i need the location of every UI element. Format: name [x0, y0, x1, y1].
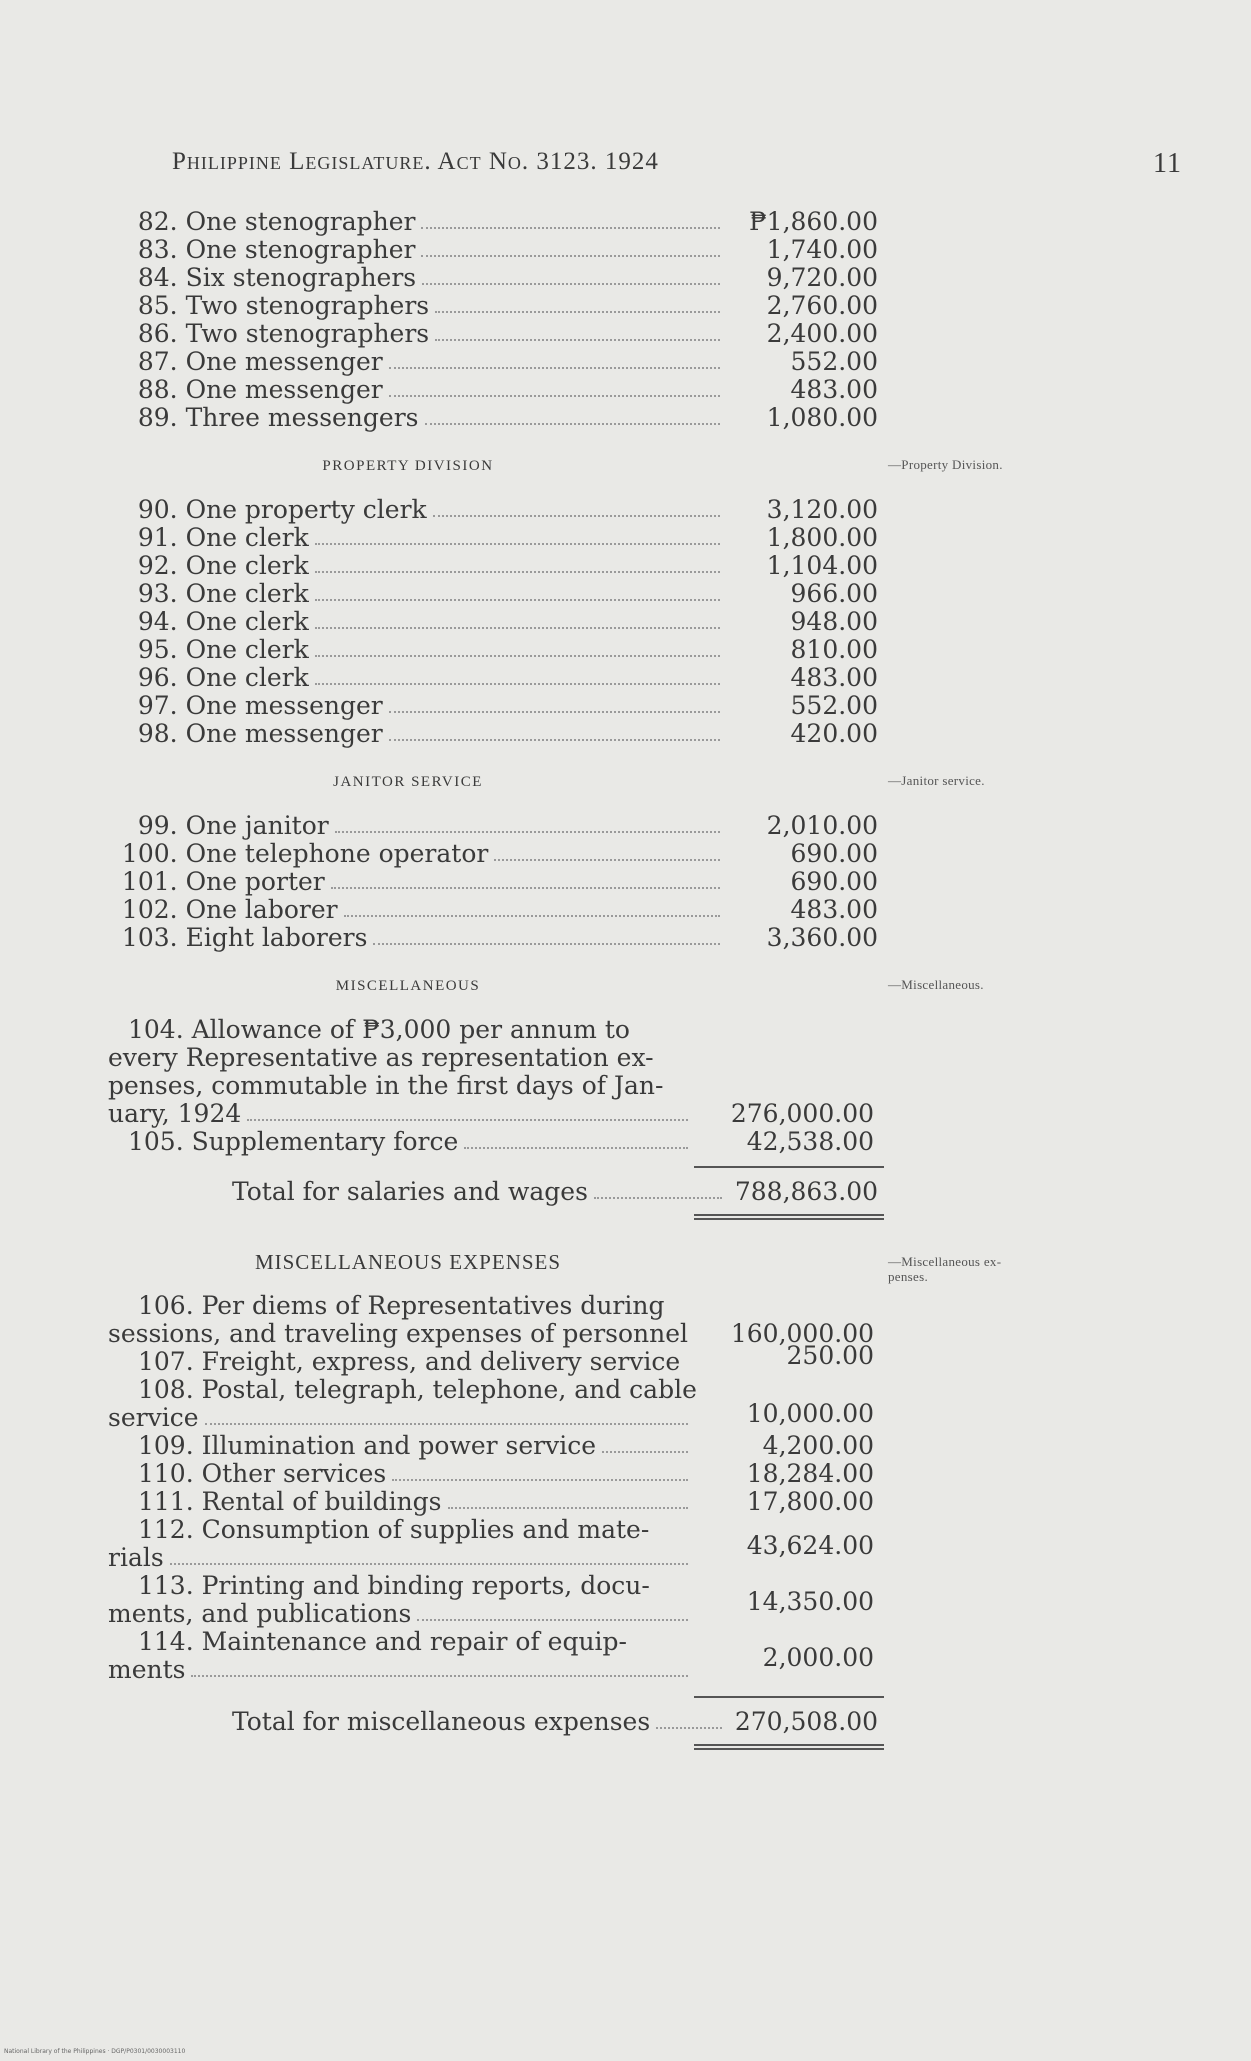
page-number: 11 — [1153, 148, 1182, 179]
item-label-text: One messenger — [185, 375, 383, 404]
item-label-text: Two stenographers — [185, 319, 430, 348]
item-label-text: Eight laborers — [185, 923, 368, 952]
text-line: 108. Postal, telegraph, telephone, and cable — [138, 1375, 697, 1404]
dot-leader — [315, 655, 720, 657]
item-113 — [108, 1572, 888, 1628]
text-line: 104. Allowance of ₱3,000 per annum to — [128, 1015, 630, 1044]
dot-leader — [315, 571, 720, 573]
list-item — [108, 608, 888, 636]
item-label-text: One messenger — [185, 691, 383, 720]
item-number: 83. — [137, 235, 178, 264]
heading-text: JANITOR SERVICE — [333, 774, 483, 790]
item-label — [186, 404, 727, 432]
item-label-text: Two stenographers — [185, 291, 430, 320]
text-line: 114. Maintenance and repair of equip- — [138, 1627, 628, 1656]
list-item — [108, 376, 888, 404]
item-label — [186, 496, 727, 524]
dot-leader — [464, 1147, 688, 1149]
list-item — [108, 348, 888, 376]
dot-leader — [389, 711, 721, 713]
margin-note-misc-expenses — [888, 1254, 1098, 1284]
item-106 — [108, 1292, 888, 1348]
item-label-text: One stenographer — [185, 235, 416, 264]
item-label — [186, 840, 727, 868]
item-number: 87. — [137, 347, 178, 376]
dot-leader — [494, 859, 720, 861]
item-number: 82. — [137, 207, 178, 236]
item-109 — [108, 1432, 888, 1460]
item-number: 94. — [137, 607, 178, 636]
item-amount: 966.00 — [790, 579, 878, 608]
text-line: ments, and publications — [108, 1599, 412, 1628]
text-line: 110. Other services — [138, 1459, 387, 1488]
item-label — [186, 924, 727, 952]
margin-note-janitor: —Janitor service. — [888, 773, 985, 788]
item-amount: ₱1,860.00 — [749, 207, 878, 236]
item-label-text: One clerk — [185, 663, 309, 692]
item-label — [186, 692, 727, 720]
item-label-text: One porter — [185, 867, 325, 896]
dot-leader — [315, 627, 720, 629]
item-105-amount: 42,538.00 — [746, 1127, 874, 1156]
heading-text: MISCELLANEOUS EXPENSES — [254, 1250, 562, 1274]
item-number: 84. — [137, 263, 178, 292]
item-number: 90. — [137, 495, 178, 524]
item-number: 91. — [137, 523, 178, 552]
item-112 — [108, 1516, 888, 1572]
item-label — [186, 552, 727, 580]
item-label — [186, 896, 727, 924]
section-heading-misc — [108, 966, 984, 1006]
item-110 — [108, 1460, 888, 1488]
item-amount: 483.00 — [790, 375, 878, 404]
item-amount: 690.00 — [790, 867, 878, 896]
margin-note-line: —Miscellaneous ex- — [888, 1254, 1002, 1269]
list-item — [108, 552, 888, 580]
list-item — [108, 236, 888, 264]
dot-leader — [389, 739, 721, 741]
item-label-text: One janitor — [185, 811, 329, 840]
item-amount: 1,800.00 — [766, 523, 878, 552]
dot-leader — [602, 1451, 688, 1453]
dot-leader — [433, 515, 721, 517]
item-108 — [108, 1376, 888, 1432]
dot-leader — [344, 915, 721, 917]
item-label-text: One messenger — [185, 719, 383, 748]
margin-note-property: —Property Division. — [888, 457, 1003, 472]
item-number: 97. — [137, 691, 178, 720]
item-number: 100. — [121, 839, 178, 868]
item-label — [186, 636, 727, 664]
item-label — [186, 208, 727, 236]
item-amount: 483.00 — [790, 663, 878, 692]
item-label — [186, 720, 727, 748]
list-item — [108, 208, 888, 236]
total-double-rule — [694, 1744, 884, 1750]
section-heading-misc-expenses — [108, 1242, 1002, 1284]
item-amount: 1,740.00 — [766, 235, 878, 264]
item-label-text: Three messengers — [185, 403, 419, 432]
item-amount: 1,080.00 — [766, 403, 878, 432]
text-line: 109. Illumination and power service — [138, 1431, 597, 1460]
list-item — [108, 292, 888, 320]
item-amount: 3,120.00 — [766, 495, 878, 524]
dot-leader — [389, 367, 721, 369]
item-label — [186, 348, 727, 376]
item-label — [186, 292, 727, 320]
dot-leader — [425, 423, 721, 425]
item-amount: 2,400.00 — [766, 319, 878, 348]
list-item — [108, 812, 888, 840]
list-item — [108, 664, 888, 692]
heading-text: MISCELLANEOUS — [335, 978, 481, 994]
item-108-amount: 10,000.00 — [746, 1399, 874, 1428]
item-109-amount: 4,200.00 — [762, 1431, 874, 1460]
list-item — [108, 636, 888, 664]
item-label-text: One messenger — [185, 347, 383, 376]
item-amount: 948.00 — [790, 607, 878, 636]
item-label — [186, 868, 727, 896]
text-line: sessions, and traveling expenses of personnel — [108, 1319, 689, 1348]
total-double-rule — [694, 1214, 884, 1220]
list-item — [108, 320, 888, 348]
item-number: 99. — [137, 811, 178, 840]
item-label-text: One telephone operator — [185, 839, 489, 868]
dot-leader — [335, 831, 721, 833]
dot-leader — [315, 599, 720, 601]
total-label: Total for miscellaneous expenses — [232, 1707, 651, 1736]
item-number: 95. — [137, 635, 178, 664]
dot-leader — [594, 1197, 722, 1199]
dot-leader — [331, 887, 721, 889]
item-label — [186, 320, 727, 348]
appropriation-list — [108, 207, 1003, 1750]
text-line: every Representative as representation ex- — [108, 1043, 654, 1072]
item-number: 86. — [137, 319, 178, 348]
item-amount: 690.00 — [790, 839, 878, 868]
list-item — [108, 580, 888, 608]
item-label — [186, 376, 727, 404]
item-label-text: One clerk — [185, 551, 309, 580]
list-item — [108, 404, 888, 432]
total-salaries-row — [108, 1174, 888, 1206]
dot-leader — [421, 255, 720, 257]
dot-leader — [170, 1563, 688, 1565]
stenographer-section — [108, 208, 888, 432]
item-number: 85. — [137, 291, 178, 320]
list-item — [108, 924, 888, 952]
item-label — [186, 608, 727, 636]
item-amount: 2,010.00 — [766, 811, 878, 840]
item-number: 96. — [137, 663, 178, 692]
dot-leader — [435, 311, 720, 313]
heading-text: PROPERTY DIVISION — [322, 458, 494, 474]
list-item — [108, 896, 888, 924]
dot-leader — [191, 1675, 688, 1677]
property-division-list — [108, 496, 888, 748]
dot-leader — [315, 683, 720, 685]
text-line: ments — [108, 1655, 186, 1684]
dot-leader — [392, 1479, 688, 1481]
item-number: 93. — [137, 579, 178, 608]
item-number: 89. — [137, 403, 178, 432]
item-106-amount: 160,000.00 — [730, 1319, 874, 1348]
text-line: rials — [108, 1543, 164, 1572]
dot-leader — [373, 943, 720, 945]
item-107 — [108, 1341, 888, 1376]
item-amount: 483.00 — [790, 895, 878, 924]
item-111 — [108, 1488, 888, 1516]
item-label — [186, 264, 727, 292]
item-104 — [108, 1016, 888, 1128]
sum-rule — [694, 1696, 884, 1698]
janitor-service-list — [108, 812, 888, 952]
list-item — [108, 692, 888, 720]
item-label-text: Six stenographers — [185, 263, 417, 292]
item-number: 92. — [137, 551, 178, 580]
text-line: 112. Consumption of supplies and mate- — [138, 1515, 650, 1544]
item-112-amount: 43,624.00 — [746, 1531, 874, 1560]
sum-rule — [694, 1166, 884, 1168]
dot-leader — [247, 1119, 688, 1121]
dot-leader — [422, 283, 720, 285]
item-label — [186, 580, 727, 608]
scan-footer: National Library of the Philippines · DGP/P0301/0030003110 — [4, 2048, 186, 2055]
item-label-text: One clerk — [185, 523, 309, 552]
total-amount: 788,863.00 — [734, 1177, 878, 1206]
total-misc-expenses-row — [108, 1704, 888, 1736]
item-label — [186, 812, 727, 840]
item-number: 101. — [121, 867, 178, 896]
list-item — [108, 524, 888, 552]
text-line: uary, 1924 — [108, 1099, 242, 1128]
dot-leader — [656, 1727, 722, 1729]
item-105 — [108, 1128, 888, 1156]
item-label — [186, 664, 727, 692]
section-heading-janitor — [108, 762, 985, 802]
dot-leader — [205, 1423, 689, 1425]
running-header — [172, 148, 1192, 184]
item-amount: 1,104.00 — [766, 551, 878, 580]
section-heading-property — [108, 446, 1003, 486]
item-107-amount: 250.00 — [786, 1341, 874, 1370]
list-item — [108, 868, 888, 896]
total-label: Total for salaries and wages — [232, 1177, 588, 1206]
item-111-amount: 17,800.00 — [746, 1487, 874, 1516]
item-label-text: One laborer — [185, 895, 338, 924]
header-title: Philippine Legislature. Act No. 3123. 1924 — [172, 148, 659, 175]
item-label — [186, 236, 727, 264]
text-line: 107. Freight, express, and delivery service — [138, 1347, 681, 1376]
item-110-amount: 18,284.00 — [746, 1459, 874, 1488]
item-104-text — [108, 1016, 694, 1128]
item-amount: 420.00 — [790, 719, 878, 748]
dot-leader — [448, 1507, 688, 1509]
item-amount: 552.00 — [790, 691, 878, 720]
text-line: 106. Per diems of Representatives during — [138, 1291, 665, 1320]
margin-note-line: penses. — [888, 1269, 929, 1284]
text-line: 113. Printing and binding reports, docu- — [138, 1571, 650, 1600]
item-114 — [108, 1628, 888, 1684]
item-number: 102. — [121, 895, 178, 924]
dot-leader — [421, 227, 720, 229]
text-line: 105. Supplementary force — [128, 1127, 459, 1156]
text-line: 111. Rental of buildings — [138, 1487, 442, 1516]
item-label-text: One stenographer — [185, 207, 416, 236]
item-114-amount: 2,000.00 — [762, 1643, 874, 1672]
item-amount: 3,360.00 — [766, 923, 878, 952]
dot-leader — [315, 543, 720, 545]
item-label — [186, 524, 727, 552]
item-amount: 552.00 — [790, 347, 878, 376]
item-number: 103. — [121, 923, 178, 952]
dot-leader — [389, 395, 721, 397]
list-item — [108, 840, 888, 868]
item-amount: 810.00 — [790, 635, 878, 664]
total-amount: 270,508.00 — [734, 1707, 878, 1736]
list-item — [108, 720, 888, 748]
list-item — [108, 496, 888, 524]
item-label-text: One clerk — [185, 607, 309, 636]
item-104-amount: 276,000.00 — [730, 1099, 874, 1128]
dot-leader — [417, 1619, 688, 1621]
item-label-text: One clerk — [185, 635, 309, 664]
list-item — [108, 264, 888, 292]
item-label-text: One property clerk — [185, 495, 427, 524]
item-number: 98. — [137, 719, 178, 748]
text-line: service — [108, 1403, 199, 1432]
item-amount: 9,720.00 — [766, 263, 878, 292]
text-line: penses, commutable in the first days of Jan- — [108, 1071, 664, 1100]
item-number: 88. — [137, 375, 178, 404]
dot-leader — [435, 339, 720, 341]
item-amount: 2,760.00 — [766, 291, 878, 320]
item-label-text: One clerk — [185, 579, 309, 608]
item-113-amount: 14,350.00 — [746, 1587, 874, 1616]
margin-note-misc: —Miscellaneous. — [888, 977, 984, 992]
